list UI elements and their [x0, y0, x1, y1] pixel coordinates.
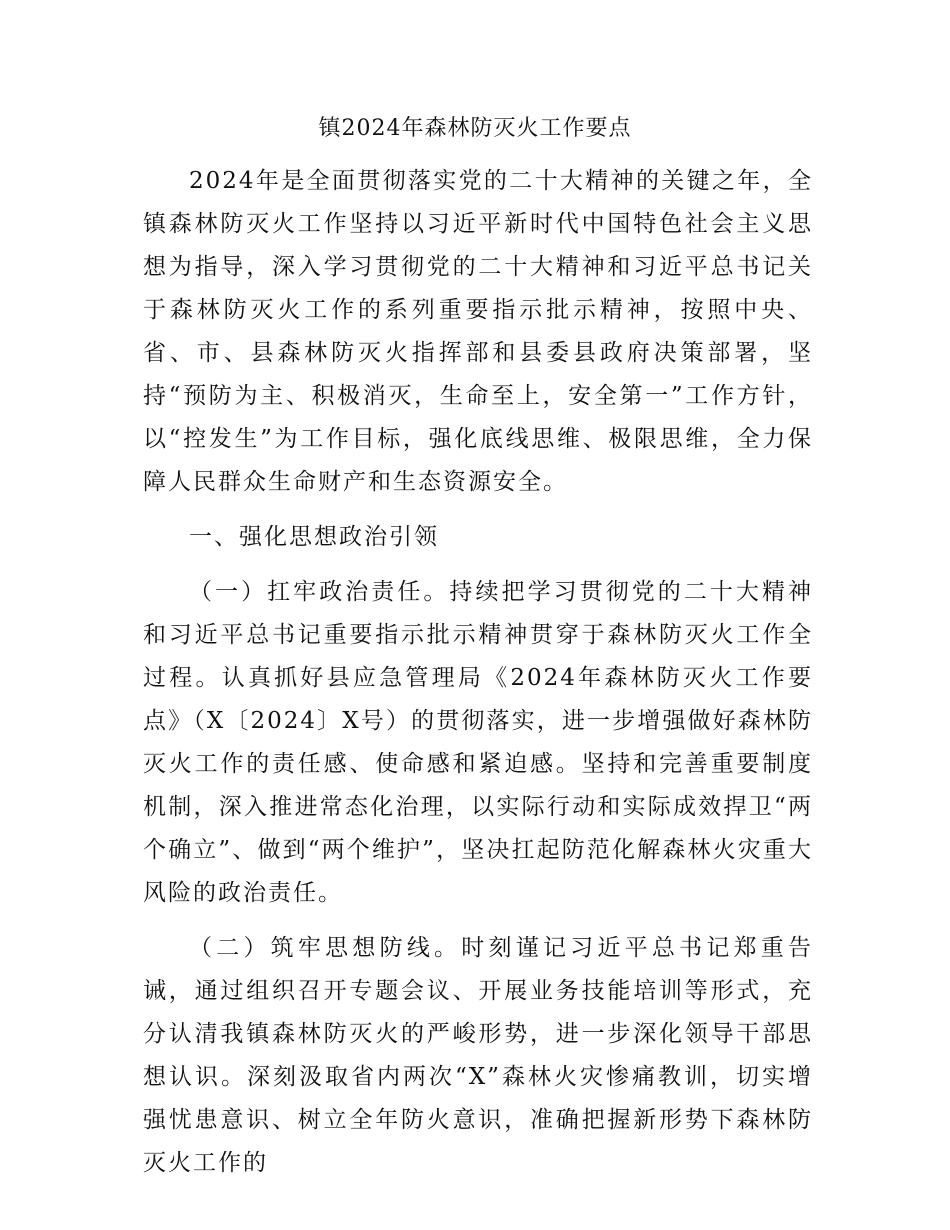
- item-paragraph-2: （二）筑牢思想防线。时刻谨记习近平总书记郑重告诫，通过组织召开专题会议、开展业务技能培训等形式，充分认清我镇森林防灭火的严峻形势，进一步深化领导干部思想认识。深刻汲取省内两次“X”森林火灾惨痛教训，切实增强忧患意识、树立全年防火意识，准确把握新形势下森林防灭火工作的: [143, 935, 813, 1176]
- intro-paragraph: 2024年是全面贯彻落实党的二十大精神的关键之年，全镇森林防灭火工作坚持以习近平新时代中国特色社会主义思想为指导，深入学习贯彻党的二十大精神和习近平总书记关于森林防灭火工作的系列重要指示批示精神，按照中央、省、市、县森林防灭火指挥部和县委县政府决策部署，坚持“预防为主、积极消灭，生命至上，安全第一”工作方针，以“控发生”为工作目标，强化底线思维、极限思维，全力保障人民群众生命财产和生态资源安全。: [143, 168, 813, 495]
- item-paragraph-1: （一）扛牢政治责任。持续把学习贯彻党的二十大精神和习近平总书记重要指示批示精神贯穿于森林防灭火工作全过程。认真抓好县应急管理局《2024年森林防灭火工作要点》（X〔2024〕X号）的贯彻落实，进一步增强做好森林防灭火工作的责任感、使命感和紧迫感。坚持和完善重要制度机制，深入推进常态化治理，以实际行动和实际成效捍卫“两个确立”、做到“两个维护”，坚决扛起防范化解森林火灾重大风险的政治责任。: [143, 579, 813, 906]
- document-title: 镇2024年森林防灭火工作要点: [318, 116, 632, 141]
- section-heading: 一、强化思想政治引领: [189, 524, 439, 550]
- document-body: [143, 160, 813, 1185]
